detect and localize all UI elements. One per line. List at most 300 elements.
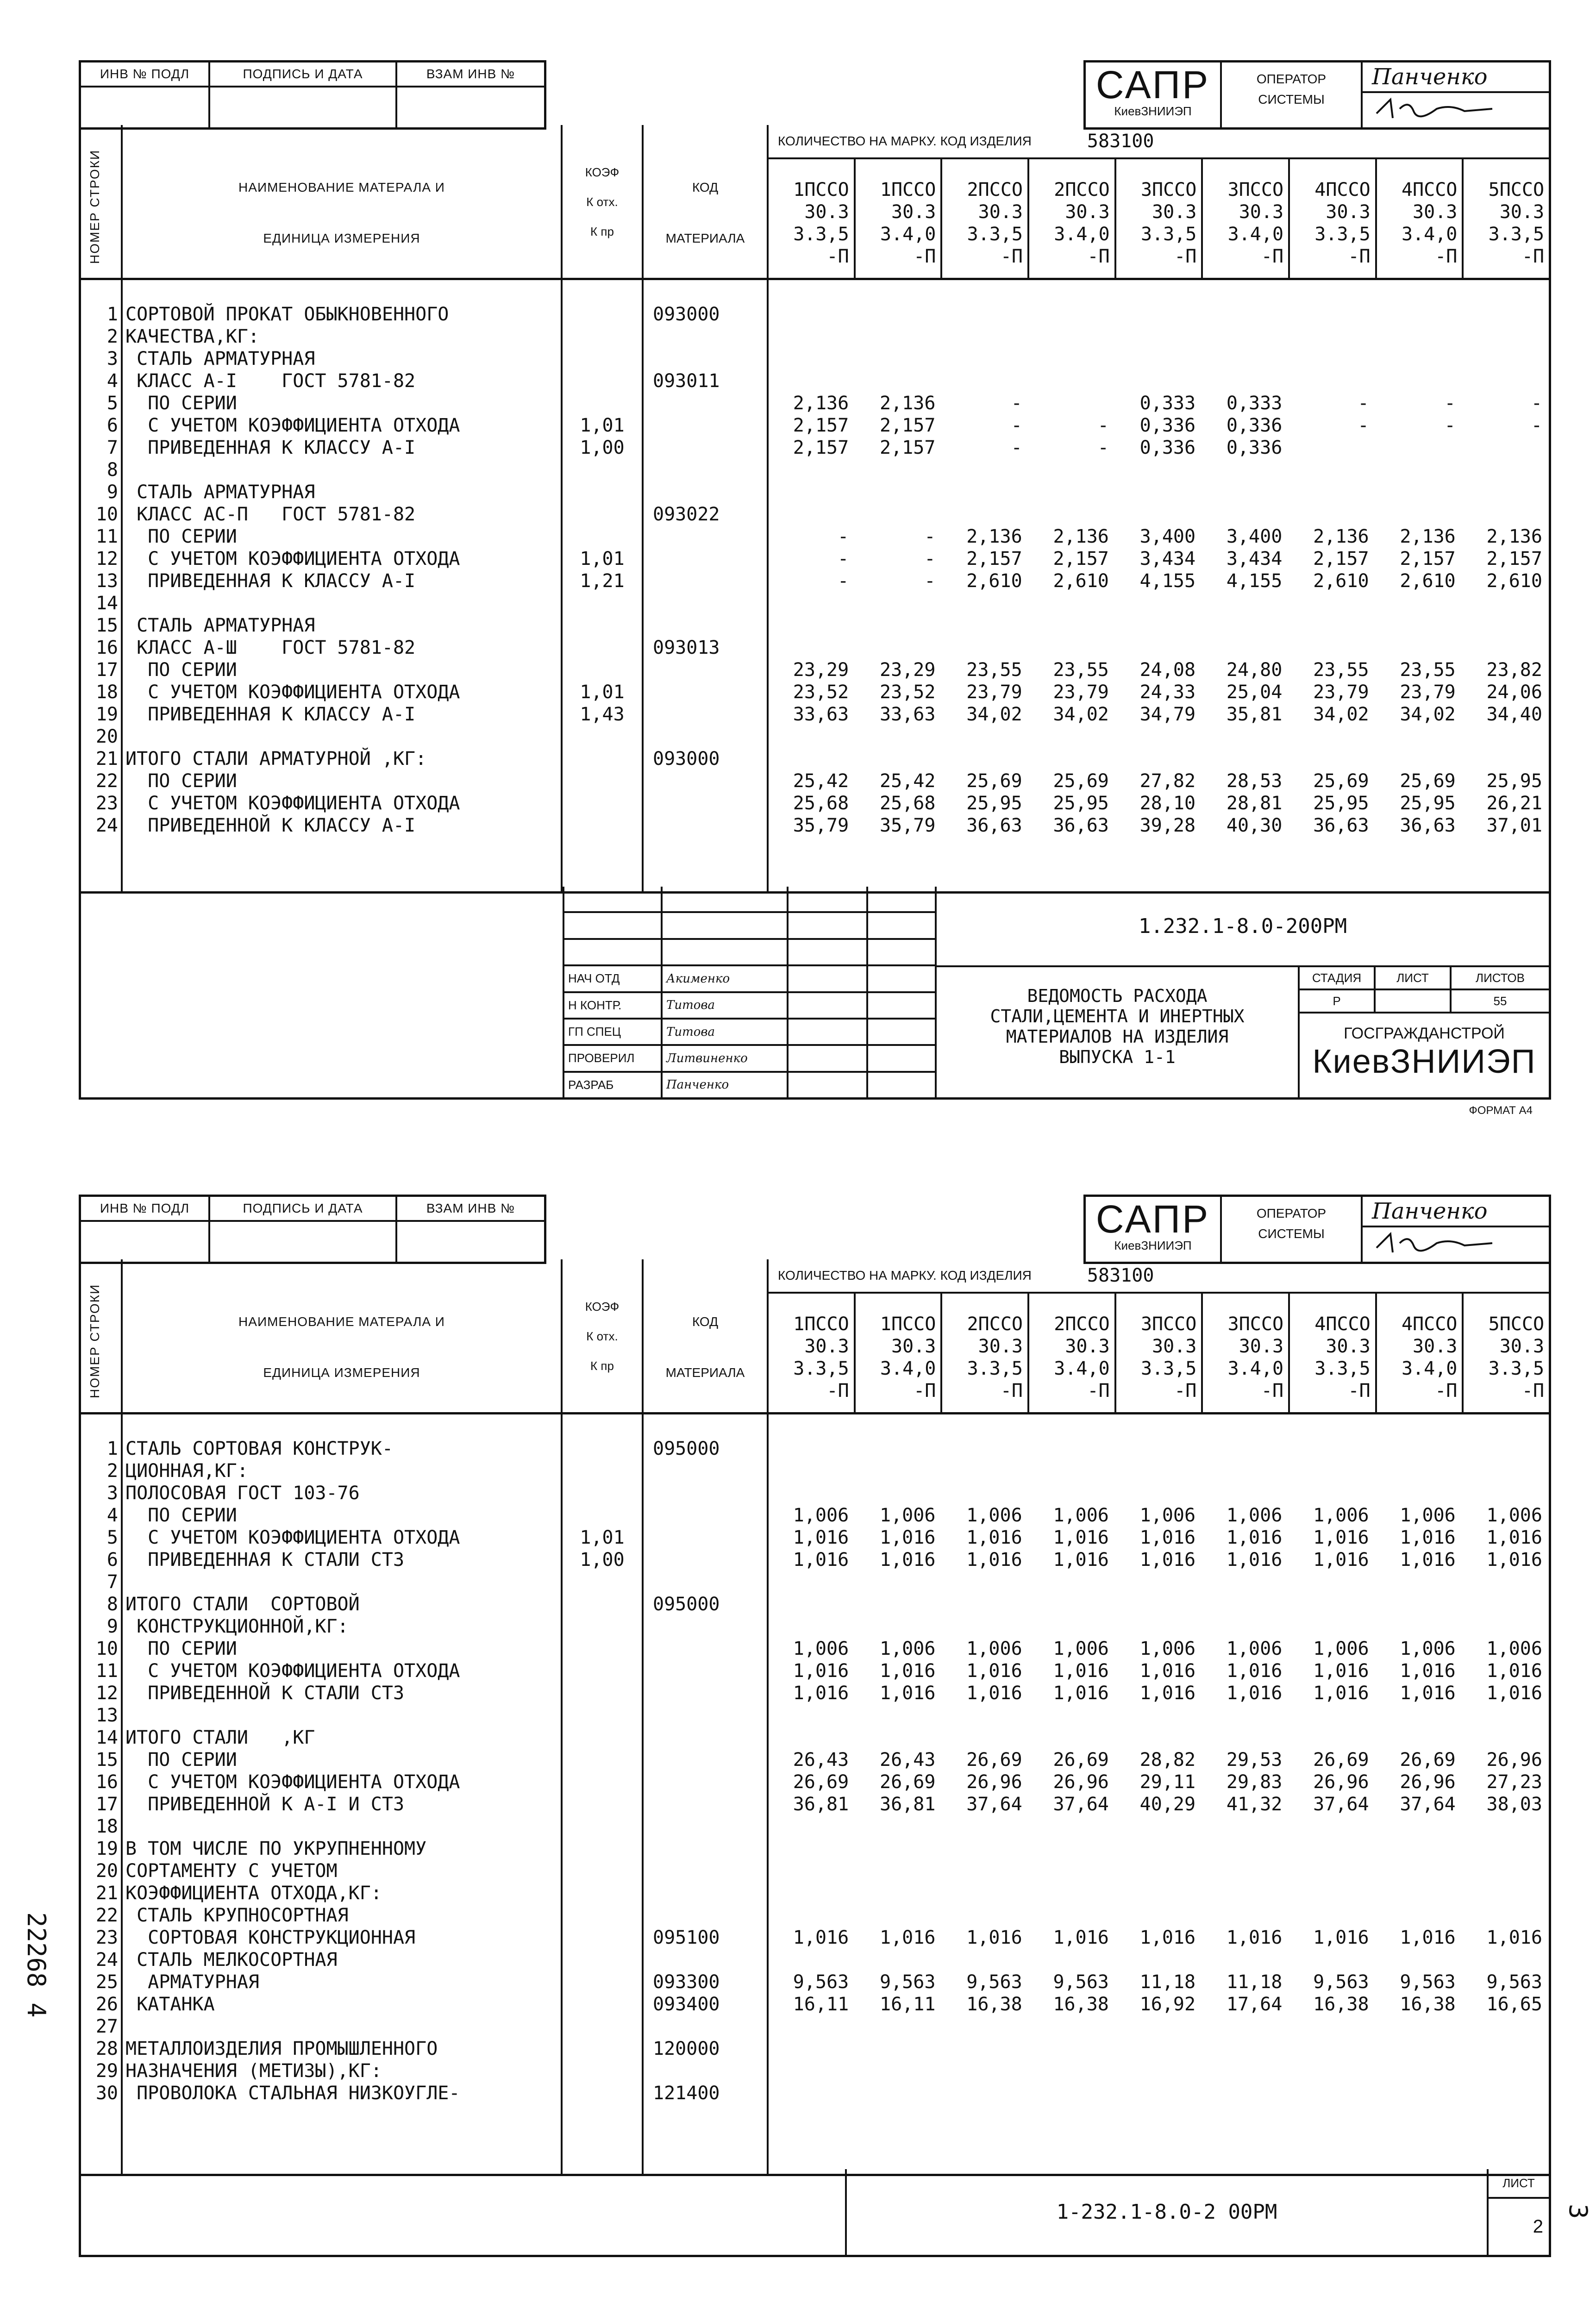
quantity-cell bbox=[769, 303, 855, 325]
quantity-cell bbox=[1462, 2060, 1549, 2082]
quantity-cell: 3,434 bbox=[1226, 548, 1283, 569]
quantity-cell bbox=[769, 325, 855, 348]
quantity-cell bbox=[1289, 614, 1375, 637]
quantity-cell bbox=[1202, 726, 1289, 748]
quantity-cell bbox=[769, 637, 855, 659]
quantity-cell bbox=[1115, 1438, 1202, 1460]
quantity-cell bbox=[769, 748, 855, 770]
org-institute: КиевЗНИИЭП bbox=[1312, 1043, 1536, 1080]
quantity-cell: 25,95 bbox=[1400, 793, 1456, 814]
quantity-cell bbox=[1115, 1593, 1202, 1615]
quantity-cell: 2,136 bbox=[793, 393, 849, 414]
quantity-cell bbox=[855, 1838, 942, 1860]
quantity-cell bbox=[1202, 325, 1289, 348]
quantity-cell bbox=[1462, 437, 1549, 459]
product-columns bbox=[769, 159, 1549, 278]
quantity-row bbox=[769, 2082, 1549, 2104]
institute-label: КиевЗНИИЭП bbox=[1114, 1239, 1192, 1252]
quantity-cell bbox=[1289, 1727, 1375, 1749]
quantity-cell bbox=[1029, 637, 1115, 659]
quantity-cell: 16,65 bbox=[1486, 1994, 1542, 2015]
quantity-cell bbox=[1115, 614, 1202, 637]
quantity-cell: 25,69 bbox=[1053, 770, 1109, 792]
quantity-cell bbox=[1462, 1438, 1549, 1460]
quantity-values bbox=[769, 1414, 1549, 2174]
quantity-cell: 25,68 bbox=[793, 793, 849, 814]
quantity-cell bbox=[1462, 1482, 1549, 1504]
quantity-cell: 34,02 bbox=[1400, 704, 1456, 725]
quantity-cell: 1,016 bbox=[1486, 1683, 1542, 1704]
coefficients: 1,01 1,00 bbox=[563, 1414, 644, 2174]
qty-title: КОЛИЧЕСТВО НА МАРКУ. КОД ИЗДЕЛИЯ bbox=[778, 134, 1032, 148]
quantity-cell: 16,38 bbox=[1313, 1994, 1369, 2015]
stage-label: СТАДИЯ bbox=[1300, 967, 1376, 989]
quantity-cell: 2,136 bbox=[1486, 526, 1542, 547]
quantity-row bbox=[769, 1771, 1549, 1793]
quantity-cell bbox=[1029, 1838, 1115, 1860]
quantity-cell: 1,016 bbox=[1313, 1549, 1369, 1570]
quantity-cell bbox=[1029, 2060, 1115, 2082]
quantity-cell: 25,42 bbox=[880, 770, 936, 792]
product-column: 2ПССО 30.3 3.3,5 -П bbox=[942, 159, 1029, 278]
quantity-cell: 39,28 bbox=[1139, 815, 1196, 836]
quantity-cell bbox=[1376, 437, 1462, 459]
vzam-inv-label: ВЗАМ ИНВ № bbox=[426, 1201, 515, 1215]
quantity-cell: 26,69 bbox=[880, 1771, 936, 1793]
quantity-cell: 1,006 bbox=[1486, 1638, 1542, 1659]
quantity-row bbox=[769, 503, 1549, 526]
quantity-cell bbox=[1376, 1460, 1462, 1482]
quantity-cell bbox=[1462, 637, 1549, 659]
document-title: ВЕДОМОСТЬ РАСХОДА СТАЛИ,ЦЕМЕНТА И ИНЕРТНЫХ МАТЕРИАЛОВ НА ИЗДЕЛИЯ ВЫПУСКА 1-1 bbox=[937, 967, 1300, 1097]
quantity-cell: 26,96 bbox=[1053, 1771, 1109, 1793]
quantity-cell bbox=[1376, 370, 1462, 392]
quantity-cell: - bbox=[838, 526, 849, 547]
quantity-cell: 2,157 bbox=[880, 415, 936, 436]
operator-signature bbox=[1363, 1227, 1549, 1262]
quantity-cell bbox=[1202, 637, 1289, 659]
code-header: КОД bbox=[692, 180, 719, 194]
quantity-cell bbox=[1376, 1904, 1462, 1927]
quantity-cell bbox=[1202, 2060, 1289, 2082]
quantity-cell: 36,63 bbox=[966, 815, 1022, 836]
quantity-cell bbox=[1115, 1815, 1202, 1838]
quantity-cell: 34,02 bbox=[1053, 704, 1109, 725]
product-column: 3ПССО 30.3 3.4,0 -П bbox=[1203, 159, 1290, 278]
quantity-cell: 24,08 bbox=[1139, 659, 1196, 681]
quantity-cell bbox=[769, 614, 855, 637]
quantity-cell bbox=[1462, 481, 1549, 503]
signature-role: РАЗРАБ bbox=[564, 1073, 663, 1097]
quantity-cell bbox=[1029, 392, 1115, 414]
material-header: МАТЕРИАЛА bbox=[665, 1365, 745, 1380]
quantity-cell bbox=[1029, 459, 1115, 481]
quantity-cell bbox=[1029, 2015, 1115, 2038]
quantity-row bbox=[769, 1460, 1549, 1482]
coef-header: КОЭФ bbox=[585, 1300, 620, 1314]
quantity-cell: 25,95 bbox=[1313, 793, 1369, 814]
sheets-label: ЛИСТОВ bbox=[1476, 970, 1525, 985]
quantity-cell: 1,016 bbox=[1139, 1660, 1196, 1682]
quantity-cell: 24,06 bbox=[1486, 682, 1542, 703]
signature-date-label: ПОДПИСЬ И ДАТА bbox=[210, 1197, 397, 1220]
quantity-cell: 26,43 bbox=[880, 1749, 936, 1771]
quantity-row bbox=[769, 2060, 1549, 2082]
operator-name: Панченко bbox=[1363, 1197, 1549, 1227]
product-code: 583100 bbox=[1087, 131, 1154, 152]
quantity-cell: 40,30 bbox=[1226, 815, 1283, 836]
quantity-cell bbox=[855, 2015, 942, 2038]
quantity-cell: 1,006 bbox=[793, 1638, 849, 1659]
quantity-cell: 23,79 bbox=[1400, 682, 1456, 703]
quantity-cell bbox=[1029, 1460, 1115, 1482]
quantity-cell bbox=[1029, 303, 1115, 325]
quantity-cell bbox=[1462, 2015, 1549, 2038]
quantity-cell bbox=[855, 1615, 942, 1638]
quantity-cell bbox=[1115, 459, 1202, 481]
quantity-cell: 26,96 bbox=[1486, 1749, 1542, 1771]
operator-label: ОПЕРАТОР bbox=[1256, 1206, 1327, 1220]
quantity-cell: 1,006 bbox=[1139, 1505, 1196, 1526]
quantity-cell: 1,016 bbox=[1139, 1927, 1196, 1948]
quantity-cell: 1,006 bbox=[1226, 1505, 1283, 1526]
quantity-cell bbox=[1462, 1460, 1549, 1482]
quantity-cell bbox=[1289, 1949, 1375, 1971]
format-label: ФОРМАТ А4 bbox=[1469, 1104, 1533, 1117]
product-column: 2ПССО 30.3 3.3,5 -П bbox=[942, 1294, 1029, 1412]
quantity-cell bbox=[1462, 1949, 1549, 1971]
quantity-cell bbox=[1115, 2060, 1202, 2082]
quantity-cell bbox=[1376, 2060, 1462, 2082]
quantity-cell: 1,016 bbox=[1400, 1549, 1456, 1570]
quantity-cell bbox=[942, 1727, 1028, 1749]
quantity-cell bbox=[942, 726, 1028, 748]
quantity-cell bbox=[855, 481, 942, 503]
quantity-cell: 1,016 bbox=[793, 1660, 849, 1682]
quantity-cell bbox=[1029, 325, 1115, 348]
qty-title: КОЛИЧЕСТВО НА МАРКУ. КОД ИЗДЕЛИЯ bbox=[778, 1268, 1032, 1283]
quantity-cell: 36,81 bbox=[793, 1794, 849, 1815]
quantity-cell bbox=[855, 325, 942, 348]
quantity-cell: 41,32 bbox=[1226, 1794, 1283, 1815]
quantity-cell: 1,006 bbox=[1400, 1638, 1456, 1659]
quantity-cell bbox=[1202, 2015, 1289, 2038]
quantity-cell bbox=[1202, 1882, 1289, 1904]
quantity-cell bbox=[1029, 592, 1115, 614]
quantity-cell: 24,80 bbox=[1226, 659, 1283, 681]
quantity-cell bbox=[1115, 637, 1202, 659]
quantity-cell: 23,79 bbox=[1313, 682, 1369, 703]
quantity-cell bbox=[1289, 370, 1375, 392]
quantity-cell bbox=[1289, 2082, 1375, 2104]
quantity-cell: 9,563 bbox=[1053, 1971, 1109, 1993]
quantity-cell: - bbox=[1358, 415, 1369, 436]
quantity-cell bbox=[1376, 1438, 1462, 1460]
quantity-cell bbox=[942, 637, 1028, 659]
quantity-cell: 23,79 bbox=[966, 682, 1022, 703]
quantity-cell bbox=[1376, 2082, 1462, 2104]
title-block bbox=[79, 2169, 1551, 2257]
quantity-cell bbox=[1202, 459, 1289, 481]
row-number-header: НОМЕР СТРОКИ bbox=[88, 149, 102, 264]
quantity-cell bbox=[942, 1815, 1028, 1838]
quantity-cell: 23,29 bbox=[793, 659, 849, 681]
operator-label: ОПЕРАТОР bbox=[1256, 72, 1327, 86]
document-number: 1.232.1-8.0-200PM bbox=[937, 887, 1549, 967]
quantity-cell bbox=[769, 1949, 855, 1971]
quantity-cell bbox=[942, 2060, 1028, 2082]
quantity-cell: 2,157 bbox=[793, 415, 849, 436]
quantity-row bbox=[769, 770, 1549, 792]
quantity-cell bbox=[942, 1860, 1028, 1882]
quantity-cell bbox=[1202, 1593, 1289, 1615]
quantity-cell: 1,006 bbox=[966, 1638, 1022, 1659]
row-numbers: 1 2 3 4 5 6 7 8 9 10 11 12 13 14 15 16 17 18 19 20 21 22 23 24 bbox=[81, 280, 123, 891]
quantity-cell bbox=[1289, 1838, 1375, 1860]
quantity-cell bbox=[1289, 303, 1375, 325]
quantity-row bbox=[769, 1927, 1549, 1949]
quantity-cell: 29,83 bbox=[1226, 1771, 1283, 1793]
quantity-cell: 35,79 bbox=[880, 815, 936, 836]
signature-name: Литвиненко bbox=[663, 1046, 789, 1070]
product-column: 4ПССО 30.3 3.3,5 -П bbox=[1290, 159, 1377, 278]
quantity-cell bbox=[942, 1482, 1028, 1504]
quantity-cell bbox=[855, 592, 942, 614]
quantity-cell bbox=[769, 370, 855, 392]
materials-table bbox=[79, 125, 1551, 894]
quantity-cell: 26,69 bbox=[966, 1749, 1022, 1771]
quantity-cell: 1,016 bbox=[793, 1927, 849, 1948]
quantity-cell: 3,400 bbox=[1139, 526, 1196, 547]
quantity-cell bbox=[1462, 503, 1549, 526]
quantity-cell: 1,006 bbox=[880, 1638, 936, 1659]
quantity-cell: 9,563 bbox=[966, 1971, 1022, 1993]
name-header-1: НАИМЕНОВАНИЕ МАТЕРАЛА И bbox=[238, 180, 445, 194]
quantity-cell: 1,016 bbox=[966, 1927, 1022, 1948]
quantity-cell bbox=[1289, 2015, 1375, 2038]
quantity-cell: 29,11 bbox=[1139, 1771, 1196, 1793]
quantity-cell: 23,79 bbox=[1053, 682, 1109, 703]
quantity-cell: 9,563 bbox=[880, 1971, 936, 1993]
quantity-cell bbox=[1289, 1904, 1375, 1927]
quantity-cell bbox=[1289, 1615, 1375, 1638]
quantity-cell bbox=[855, 2082, 942, 2104]
quantity-cell: 23,55 bbox=[966, 659, 1022, 681]
signature-name: Акименко bbox=[663, 966, 789, 991]
quantity-cell bbox=[769, 459, 855, 481]
quantity-cell bbox=[855, 2038, 942, 2060]
quantity-row bbox=[769, 1438, 1549, 1460]
quantity-cell: - bbox=[838, 548, 849, 569]
quantity-cell bbox=[1376, 1593, 1462, 1615]
quantity-cell bbox=[1115, 1838, 1202, 1860]
quantity-cell bbox=[1462, 2082, 1549, 2104]
quantity-row bbox=[769, 1993, 1549, 2015]
title-block bbox=[79, 887, 1551, 1100]
quantity-cell bbox=[1462, 325, 1549, 348]
quantity-cell: 29,53 bbox=[1226, 1749, 1283, 1771]
quantity-cell: 27,23 bbox=[1486, 1771, 1542, 1793]
quantity-cell: 1,006 bbox=[793, 1505, 849, 1526]
quantity-cell bbox=[1029, 1704, 1115, 1727]
quantity-cell: 1,006 bbox=[1139, 1638, 1196, 1659]
quantity-cell bbox=[942, 370, 1028, 392]
quantity-cell: 1,016 bbox=[880, 1927, 936, 1948]
quantity-row bbox=[769, 614, 1549, 637]
name-header-2: ЕДИНИЦА ИЗМЕРЕНИЯ bbox=[263, 231, 420, 245]
quantity-cell bbox=[1202, 303, 1289, 325]
sheet-label: ЛИСТ bbox=[1376, 967, 1452, 989]
quantity-cell: 16,38 bbox=[1053, 1994, 1109, 2015]
quantity-cell bbox=[1202, 614, 1289, 637]
quantity-cell: 0,336 bbox=[1226, 437, 1283, 458]
quantity-cell bbox=[942, 1882, 1028, 1904]
quantity-cell: 1,016 bbox=[880, 1549, 936, 1570]
quantity-cell bbox=[1029, 1727, 1115, 1749]
product-column: 5ПССО 30.3 3.3,5 -П bbox=[1488, 179, 1545, 267]
quantity-cell: 2,157 bbox=[880, 437, 936, 458]
sapr-stamp bbox=[1083, 1195, 1551, 1264]
quantity-cell bbox=[1202, 748, 1289, 770]
quantity-cell bbox=[1115, 1615, 1202, 1638]
quantity-cell: 4,155 bbox=[1226, 570, 1283, 592]
quantity-cell bbox=[769, 1815, 855, 1838]
quantity-cell: 9,563 bbox=[1400, 1971, 1456, 1993]
row-numbers: 1 2 3 4 5 6 7 8 9 10 11 12 13 14 15 16 17 18 19 20 21 22 23 24 25 26 27 28 29 30 bbox=[81, 1414, 123, 2174]
quantity-row bbox=[769, 1682, 1549, 1704]
quantity-cell: 9,563 bbox=[1313, 1971, 1369, 1993]
quantity-cell bbox=[1376, 592, 1462, 614]
quantity-cell: - bbox=[1011, 393, 1022, 414]
quantity-cell bbox=[1289, 1860, 1375, 1882]
quantity-cell bbox=[1462, 1615, 1549, 1638]
quantity-cell: 26,69 bbox=[793, 1771, 849, 1793]
quantity-cell bbox=[855, 1482, 942, 1504]
quantity-cell bbox=[1202, 1949, 1289, 1971]
quantity-cell: 1,016 bbox=[1226, 1527, 1283, 1548]
quantity-cell bbox=[769, 1904, 855, 1927]
quantity-cell bbox=[1289, 2038, 1375, 2060]
quantity-cell bbox=[942, 325, 1028, 348]
quantity-cell bbox=[1376, 1615, 1462, 1638]
quantity-cell: 34,40 bbox=[1486, 704, 1542, 725]
quantity-cell bbox=[1462, 592, 1549, 614]
quantity-row bbox=[769, 392, 1549, 414]
quantity-cell bbox=[769, 592, 855, 614]
quantity-cell: 16,38 bbox=[1400, 1994, 1456, 2015]
quantity-cell: 38,03 bbox=[1486, 1794, 1542, 1815]
quantity-cell bbox=[1289, 503, 1375, 526]
quantity-cell: 27,82 bbox=[1139, 770, 1196, 792]
quantity-cell: - bbox=[1531, 415, 1542, 436]
quantity-cell bbox=[942, 1838, 1028, 1860]
quantity-cell bbox=[1115, 348, 1202, 370]
quantity-cell bbox=[1202, 1571, 1289, 1593]
quantity-cell bbox=[1202, 1727, 1289, 1749]
quantity-cell: 1,016 bbox=[1400, 1660, 1456, 1682]
quantity-cell: 28,10 bbox=[1139, 793, 1196, 814]
quantity-cell: - bbox=[838, 570, 849, 592]
quantity-row bbox=[769, 2038, 1549, 2060]
quantity-cell bbox=[1462, 614, 1549, 637]
quantity-cell: 3,434 bbox=[1139, 548, 1196, 569]
quantity-row bbox=[769, 348, 1549, 370]
product-column: 1ПССО 30.3 3.4,0 -П bbox=[856, 1294, 943, 1412]
quantity-cell bbox=[855, 637, 942, 659]
quantity-cell: 37,64 bbox=[1053, 1794, 1109, 1815]
quantity-cell: 28,53 bbox=[1226, 770, 1283, 792]
quantity-cell bbox=[769, 1704, 855, 1727]
quantity-cell: 16,11 bbox=[793, 1994, 849, 2015]
quantity-cell: 2,136 bbox=[966, 526, 1022, 547]
quantity-cell: 1,016 bbox=[1226, 1660, 1283, 1682]
system-label: СИСТЕМЫ bbox=[1258, 92, 1325, 106]
quantity-cell bbox=[855, 1949, 942, 1971]
quantity-cell bbox=[855, 303, 942, 325]
quantity-cell bbox=[1029, 1882, 1115, 1904]
product-column: 4ПССО 30.3 3.4,0 -П bbox=[1377, 1294, 1464, 1412]
quantity-cell bbox=[1289, 325, 1375, 348]
quantity-cell bbox=[1115, 1727, 1202, 1749]
quantity-cell bbox=[1376, 2015, 1462, 2038]
quantity-cell: 17,64 bbox=[1226, 1994, 1283, 2015]
quantity-row bbox=[769, 748, 1549, 770]
quantity-cell: 16,92 bbox=[1139, 1994, 1196, 2015]
quantity-cell bbox=[942, 1904, 1028, 1927]
sheet-2 bbox=[79, 1195, 1551, 2273]
quantity-cell bbox=[769, 1571, 855, 1593]
quantity-cell bbox=[855, 614, 942, 637]
quantity-cell: - bbox=[1358, 393, 1369, 414]
quantity-cell bbox=[855, 503, 942, 526]
system-label: СИСТЕМЫ bbox=[1258, 1226, 1325, 1241]
quantity-cell bbox=[1289, 1882, 1375, 1904]
quantity-row bbox=[769, 1549, 1549, 1571]
quantity-cell bbox=[942, 2038, 1028, 2060]
quantity-cell: 24,33 bbox=[1139, 682, 1196, 703]
sheet-1 bbox=[79, 60, 1551, 1148]
quantity-cell bbox=[769, 348, 855, 370]
quantity-cell bbox=[1202, 1615, 1289, 1638]
quantity-cell: 26,69 bbox=[1313, 1749, 1369, 1771]
quantity-cell bbox=[1289, 1460, 1375, 1482]
quantity-cell bbox=[855, 748, 942, 770]
quantity-cell bbox=[1115, 1482, 1202, 1504]
quantity-cell bbox=[1029, 1571, 1115, 1593]
quantity-cell bbox=[1029, 1860, 1115, 1882]
quantity-row bbox=[769, 1815, 1549, 1838]
quantity-cell bbox=[942, 2015, 1028, 2038]
quantity-row bbox=[769, 1793, 1549, 1815]
quantity-cell bbox=[1115, 726, 1202, 748]
quantity-cell bbox=[769, 503, 855, 526]
quantity-row bbox=[769, 570, 1549, 592]
quantity-cell bbox=[769, 481, 855, 503]
quantity-cell bbox=[1376, 1482, 1462, 1504]
quantity-cell bbox=[1289, 348, 1375, 370]
quantity-cell bbox=[1376, 459, 1462, 481]
quantity-cell bbox=[1115, 1460, 1202, 1482]
quantity-cell bbox=[1376, 748, 1462, 770]
quantity-cell: 1,016 bbox=[1053, 1683, 1109, 1704]
quantity-cell bbox=[1029, 1593, 1115, 1615]
quantity-cell: 25,42 bbox=[793, 770, 849, 792]
quantity-cell: - bbox=[1531, 393, 1542, 414]
quantity-row bbox=[769, 1660, 1549, 1682]
quantity-cell bbox=[1202, 1438, 1289, 1460]
quantity-cell bbox=[1462, 348, 1549, 370]
sapr-label: САПР bbox=[1095, 63, 1210, 106]
